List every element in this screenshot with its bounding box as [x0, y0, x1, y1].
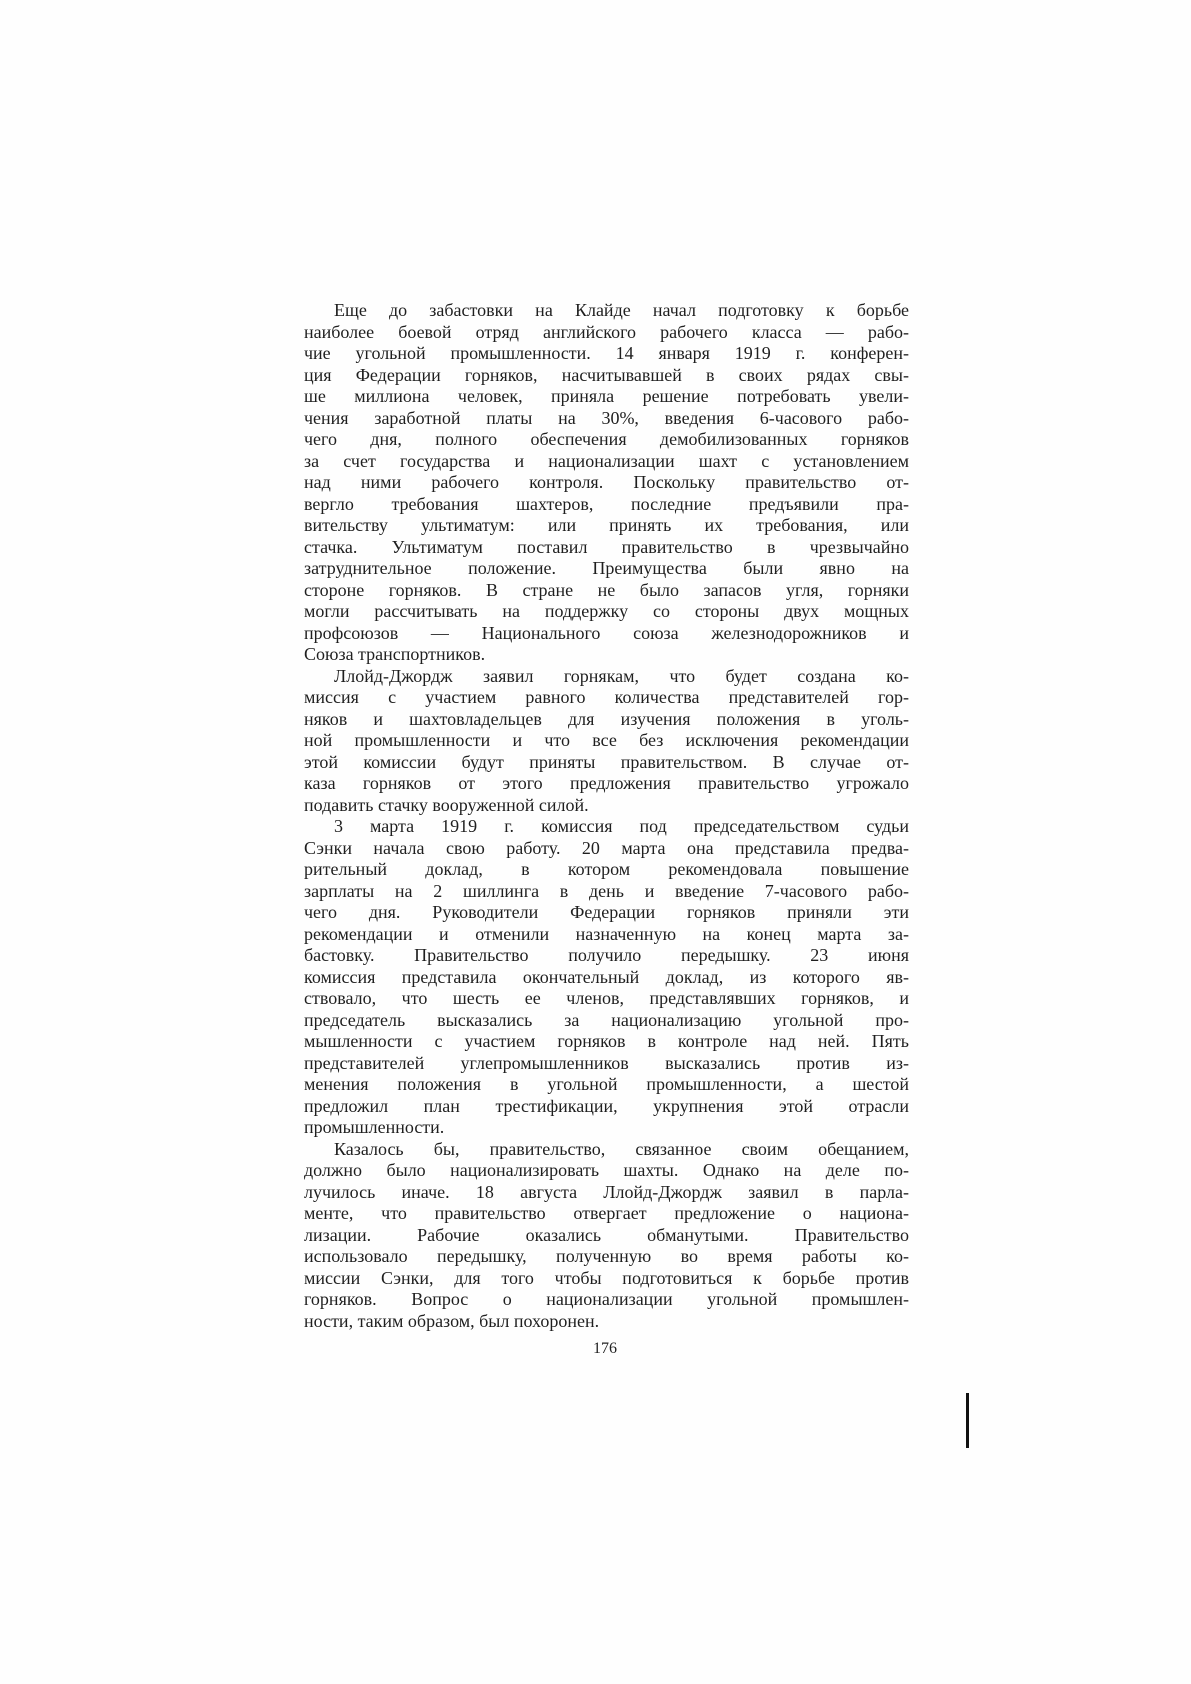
text-line: ше миллиона человек, приняла решение потребовать увели-	[304, 386, 909, 406]
text-line: представителей углепромышленников высказались против из-	[304, 1052, 909, 1073]
text-line: за счет государства и национализации шахт с установлением	[304, 450, 909, 471]
page-number: 176	[593, 1340, 617, 1357]
text-line: Союза транспортников.	[304, 644, 486, 664]
text-line: промышленности.	[304, 1117, 445, 1137]
text-line: председатель высказались за национализацию угольной про-	[304, 1009, 909, 1030]
paragraph	[304, 816, 909, 1139]
text-line: над ними рабочего контроля. Поскольку правительство от-	[304, 472, 909, 492]
text-line: Ллойд-Джордж заявил горнякам, что будет создана ко-	[334, 665, 909, 686]
text-line: миссии Сэнки, для того чтобы подготовиться к борьбе против	[304, 1267, 909, 1288]
text-line: рекомендации и отменили назначенную на конец марта за-	[304, 923, 909, 944]
text-line: лучилось иначе. 18 августа Ллойд-Джордж заявил в парла-	[304, 1181, 909, 1202]
text-line: 3 марта 1919 г. комиссия под председательством судьи	[334, 816, 909, 836]
text-line: няков и шахтовладельцев для изучения положения в уголь-	[304, 708, 909, 729]
text-line: подавить стачку вооруженной силой.	[304, 794, 589, 815]
text-line: чения заработной платы на 30%, введения 6-часового рабо-	[304, 407, 909, 428]
text-line: чего дня, полного обеспечения демобилизованных горняков	[304, 429, 909, 449]
text-line: мышленности с участием горняков в контроле над ней. Пять	[304, 1031, 909, 1051]
text-line: ности, таким образом, был похоронен.	[304, 1310, 600, 1331]
text-line: чие угольной промышленности. 14 января 1919 г. конферен-	[304, 343, 909, 363]
text-line: ной промышленности и что все без исключения рекомендации	[304, 730, 909, 750]
text-line: Еще до забастовки на Клайде начал подготовку к борьбе	[334, 300, 909, 320]
text-line: менте, что правительство отвергает предложение о национа-	[304, 1203, 909, 1223]
text-line: стороне горняков. В стране не было запасов угля, горняки	[304, 579, 909, 600]
text-line: профсоюзов — Национального союза железнодорожников и	[304, 622, 909, 643]
paragraph	[304, 300, 909, 666]
text-line: наиболее боевой отряд английского рабочего класса — рабо-	[304, 321, 909, 342]
text-line: комиссия представила окончательный доклад, из которого яв-	[304, 966, 909, 987]
text-line: вительству ультиматум: или принять их требования, или	[304, 515, 909, 535]
text-line: должно было национализировать шахты. Однако на деле по-	[304, 1160, 909, 1180]
text-line: рительный доклад, в котором рекомендовала повышение	[304, 859, 909, 879]
text-line: затруднительное положение. Преимущества были явно на	[304, 558, 909, 578]
text-line: могли рассчитывать на поддержку со стороны двух мощных	[304, 601, 909, 621]
text-line: ствовало, что шесть ее членов, представлявших горняков, и	[304, 988, 909, 1008]
text-line: бастовку. Правительство получило передышку. 23 июня	[304, 945, 909, 965]
text-line: миссия с участием равного количества представителей гор-	[304, 687, 909, 707]
text-line: менения положения в угольной промышленности, а шестой	[304, 1074, 909, 1094]
text-line: зарплаты на 2 шиллинга в день и введение 7-часового рабо-	[304, 880, 909, 901]
text-line: этой комиссии будут приняты правительством. В случае от-	[304, 751, 909, 772]
scan-artifact-mark	[966, 1393, 969, 1448]
text-line: горняков. Вопрос о национализации угольной промышлен-	[304, 1289, 909, 1309]
text-line: ция Федерации горняков, насчитывавшей в своих рядах свы-	[304, 364, 909, 385]
text-line: чего дня. Руководители Федерации горняков приняли эти	[304, 902, 909, 922]
text-line: использовало передышку, полученную во время работы ко-	[304, 1246, 909, 1266]
text-line: вергло требования шахтеров, последние предъявили пра-	[304, 493, 909, 514]
text-line: Казалось бы, правительство, связанное своим обещанием,	[334, 1138, 909, 1159]
body-text	[304, 300, 909, 1332]
paragraph	[304, 1139, 909, 1333]
text-line: стачка. Ультиматум поставил правительство в чрезвычайно	[304, 536, 909, 557]
paragraph	[304, 666, 909, 817]
text-line: лизации. Рабочие оказались обманутыми. Правительство	[304, 1224, 909, 1245]
text-line: предложил план трестификации, укрупнения этой отрасли	[304, 1095, 909, 1116]
text-line: каза горняков от этого предложения правительство угрожало	[304, 773, 909, 793]
text-line: Сэнки начала свою работу. 20 марта она представила предва-	[304, 837, 909, 858]
